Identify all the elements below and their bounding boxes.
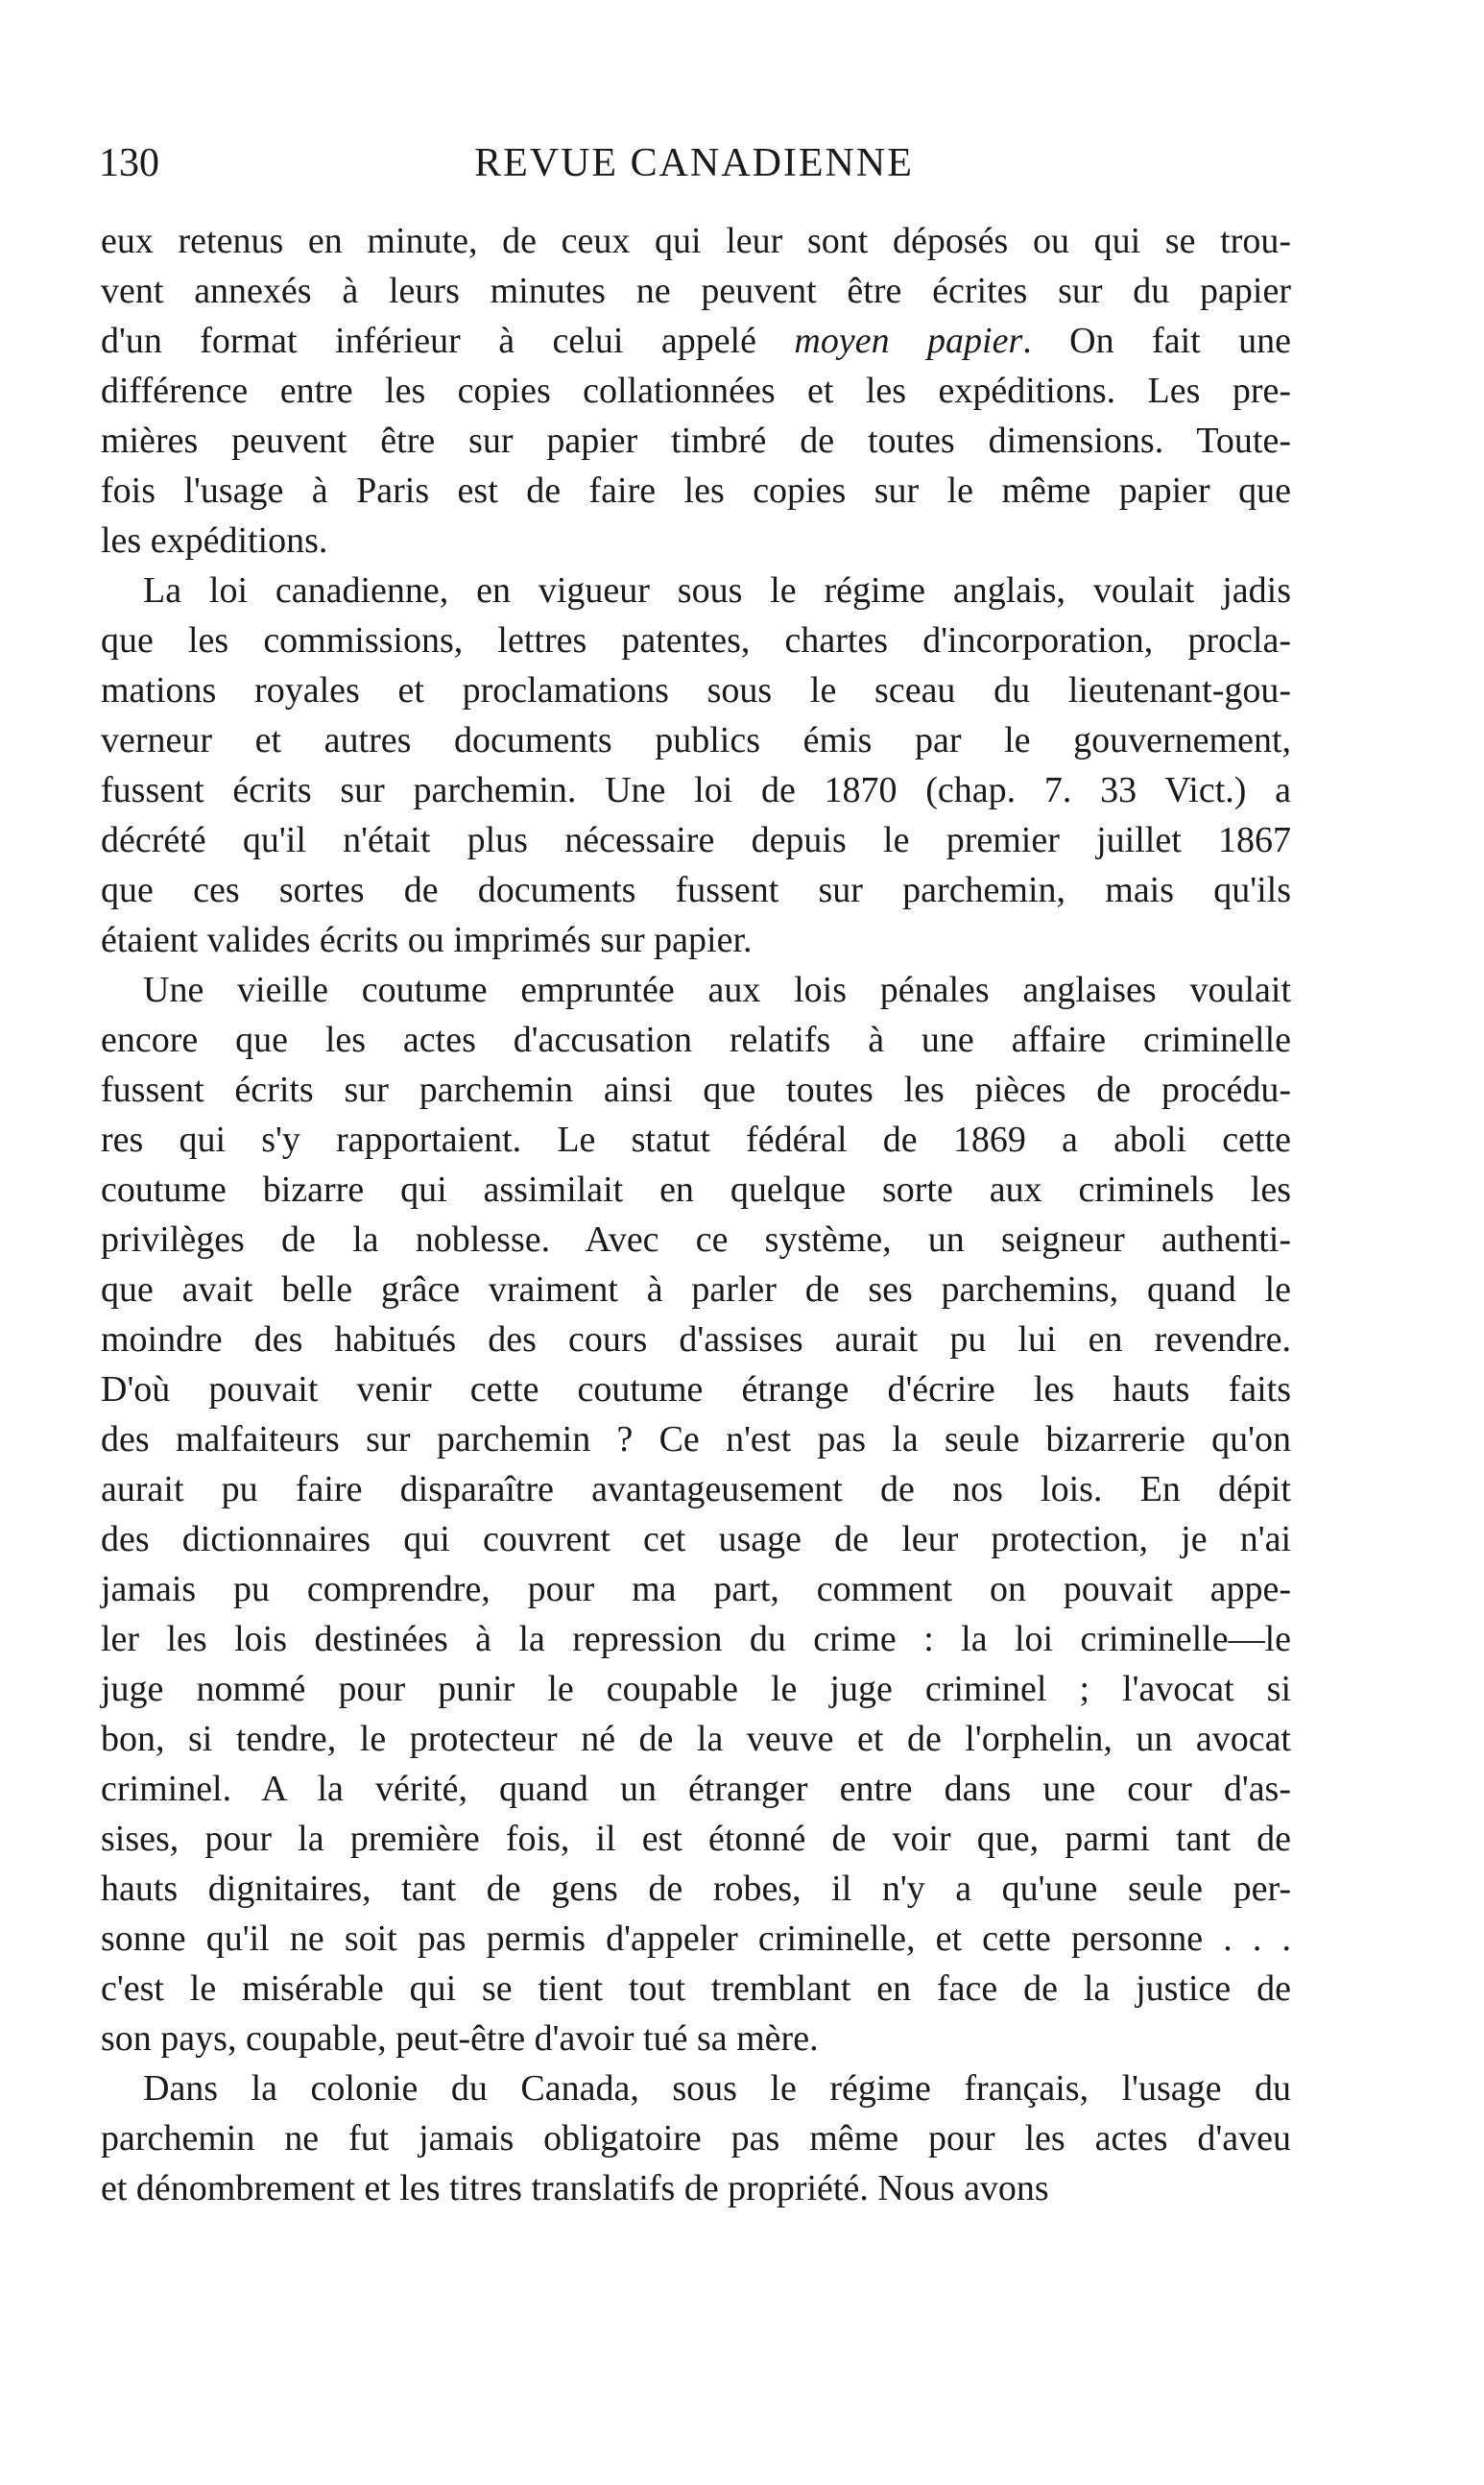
- text-line: verneur et autres documents publics émis par le gouvernement,: [101, 720, 1291, 760]
- paragraph: [101, 216, 1291, 566]
- text-line: décrété qu'il n'était plus nécessaire depuis le premier juillet 1867: [101, 820, 1291, 860]
- text-line: et dénombrement et les titres translatifs de propriété. Nous avons: [101, 2168, 1049, 2208]
- text-line: moindre des habitués des cours d'assises aurait pu lui en revendre.: [101, 1319, 1291, 1360]
- text-line: juge nommé pour punir le coupable le juge criminel ; l'avocat si: [101, 1669, 1291, 1709]
- text-line: ler les lois destinées à la repression du crime : la loi criminelle—le: [101, 1619, 1291, 1659]
- text-line: La loi canadienne, en vigueur sous le régime anglais, voulait jadis: [143, 570, 1291, 611]
- text-line: Dans la colonie du Canada, sous le régime français, l'usage du: [143, 2068, 1291, 2109]
- text-line: que les commissions, lettres patentes, chartes d'incorporation, procla-: [101, 620, 1291, 661]
- text-line: vent annexés à leurs minutes ne peuvent être écrites sur du papier: [101, 271, 1291, 311]
- text-line: criminel. A la vérité, quand un étranger entre dans une cour d'as-: [101, 1769, 1291, 1809]
- text-line: D'où pouvait venir cette coutume étrange d'écrire les hauts faits: [101, 1369, 1291, 1410]
- paragraph: [101, 965, 1291, 2063]
- text-line: des dictionnaires qui couvrent cet usage de leur protection, je n'ai: [101, 1519, 1291, 1559]
- paragraph: [101, 2063, 1291, 2213]
- text-line: différence entre les copies collationnées et les expéditions. Les pre-: [101, 371, 1291, 411]
- text-line: aurait pu faire disparaître avantageusement de nos lois. En dépit: [101, 1469, 1291, 1509]
- text-line: sonne qu'il ne soit pas permis d'appeler criminelle, et cette personne . . .: [101, 1918, 1291, 1959]
- text-line: les expéditions.: [101, 520, 328, 561]
- text-line: encore que les actes d'accusation relatifs à une affaire criminelle: [101, 1020, 1291, 1060]
- text-line: parchemin ne fut jamais obligatoire pas même pour les actes d'aveu: [101, 2118, 1291, 2159]
- text-line: mations royales et proclamations sous le sceau du lieutenant-gou-: [101, 670, 1291, 711]
- text-line: fois l'usage à Paris est de faire les copies sur le même papier que: [101, 470, 1291, 511]
- text-line: mières peuvent être sur papier timbré de toutes dimensions. Toute-: [101, 421, 1291, 461]
- text-line: son pays, coupable, peut-être d'avoir tué sa mère.: [101, 2018, 819, 2059]
- body-text: [101, 216, 1291, 2213]
- text-line: c'est le misérable qui se tient tout tremblant en face de la justice de: [101, 1968, 1291, 2009]
- text-line: étaient valides écrits ou imprimés sur papier.: [101, 920, 753, 960]
- text-line: bon, si tendre, le protecteur né de la veuve et de l'orphelin, un avocat: [101, 1719, 1291, 1759]
- text-line: eux retenus en minute, de ceux qui leur sont déposés ou qui se trou-: [101, 221, 1291, 261]
- text-line: res qui s'y rapportaient. Le statut fédéral de 1869 a aboli cette: [101, 1120, 1291, 1160]
- text-line: fussent écrits sur parchemin ainsi que toutes les pièces de procédu-: [101, 1070, 1291, 1110]
- text-line: que ces sortes de documents fussent sur parchemin, mais qu'ils: [101, 870, 1291, 910]
- text-line: Une vieille coutume empruntée aux lois pénales anglaises voulait: [143, 970, 1291, 1010]
- text-line: coutume bizarre qui assimilait en quelque sorte aux criminels les: [101, 1170, 1291, 1210]
- text-line: d'un format inférieur à celui appelé moyen papier. On fait une: [101, 321, 1291, 361]
- text-line: des malfaiteurs sur parchemin ? Ce n'est pas la seule bizarrerie qu'on: [101, 1419, 1291, 1460]
- text-line: hauts dignitaires, tant de gens de robes, il n'y a qu'une seule per-: [101, 1869, 1291, 1909]
- paragraph: [101, 566, 1291, 965]
- text-line: que avait belle grâce vraiment à parler de ses parchemins, quand le: [101, 1269, 1291, 1310]
- text-line: privilèges de la noblesse. Avec ce système, un seigneur authenti-: [101, 1219, 1291, 1260]
- running-title: REVUE CANADIENNE: [474, 141, 914, 185]
- text-line: jamais pu comprendre, pour ma part, comment on pouvait appe-: [101, 1569, 1291, 1609]
- page-number: 130: [99, 141, 159, 185]
- text-line: fussent écrits sur parchemin. Une loi de 1870 (chap. 7. 33 Vict.) a: [101, 770, 1291, 810]
- page-header: [99, 134, 1289, 192]
- text-line: sises, pour la première fois, il est étonné de voir que, parmi tant de: [101, 1819, 1291, 1859]
